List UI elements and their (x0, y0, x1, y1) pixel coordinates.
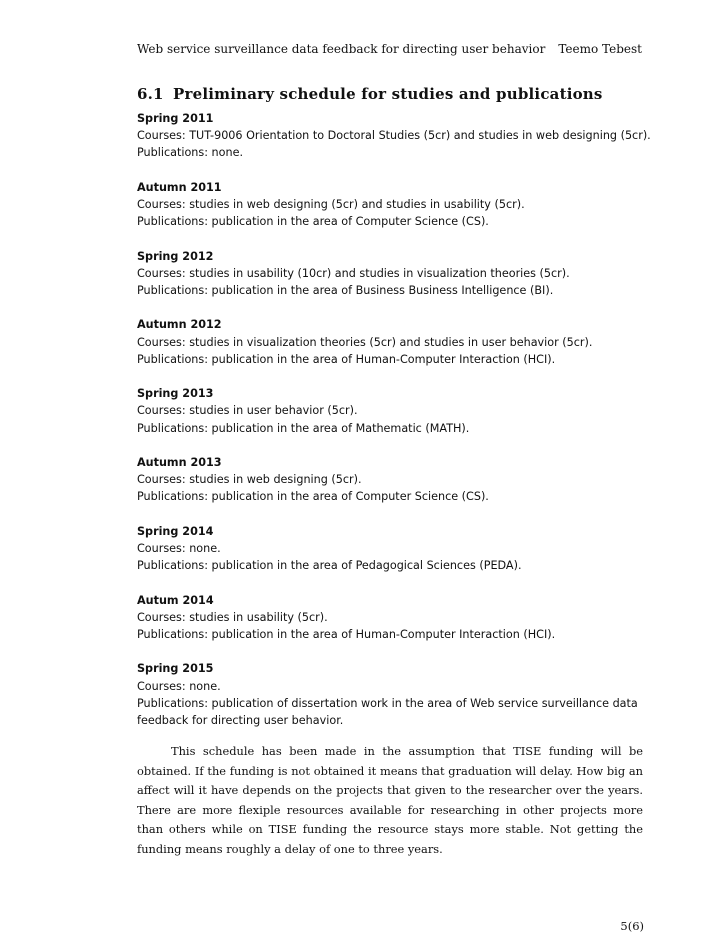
schedule-entry-autumn-2012 (137, 316, 647, 368)
term-heading: Autum 2014 (137, 593, 214, 607)
schedule-list (137, 110, 651, 746)
term-heading: Spring 2015 (137, 662, 214, 676)
courses-line: Courses: none. (137, 679, 221, 693)
term-heading: Spring 2011 (137, 112, 214, 125)
courses-line: Courses: studies in usability (5cr). (137, 610, 328, 624)
schedule-entry-spring-2013 (137, 385, 647, 437)
body-paragraph: This schedule has been made in the assumption that TISE funding will be obtained. If the funding is not obtained it means that graduation will delay. How big an affect will it have depends on the projects that given to the researcher over the years. There are more flexiple resources available for researching in other projects more than others while on TISE funding the resource stays more stable. Not getting the funding means roughly a delay of one to three years. (137, 744, 643, 856)
term-heading: Autumn 2012 (137, 318, 222, 332)
publications-line: Publications: none. (137, 146, 244, 160)
courses-line: Courses: none. (137, 541, 221, 555)
term-heading: Spring 2013 (137, 387, 214, 401)
publications-line: Publications: publication in the area of Computer Science (CS). (137, 490, 489, 504)
courses-line: Courses: studies in usability (10cr) and studies in visualization theories (5cr). (137, 266, 570, 280)
courses-line: Courses: studies in web designing (5cr). (137, 473, 362, 487)
publications-line: Publications: publication in the area of Mathematic (MATH). (137, 421, 470, 435)
publications-line: Publications: publication in the area of Computer Science (CS). (137, 215, 489, 229)
term-heading: Spring 2014 (137, 524, 214, 538)
section-title: Preliminary schedule for studies and publications (173, 85, 603, 103)
publications-line: Publications: publication in the area of Business Business Intelligence (BI). (137, 284, 554, 297)
courses-line: Courses: studies in user behavior (5cr). (137, 404, 358, 418)
term-heading: Autumn 2011 (137, 180, 222, 194)
courses-line: Courses: studies in visualization theories (5cr) and studies in user behavior (5cr). (137, 335, 593, 349)
schedule-entry-spring-2014 (137, 523, 647, 575)
section-heading (137, 85, 642, 103)
page-number: 5(6) (620, 919, 644, 933)
running-head-title: Web service surveillance data feedback for directing user behavior (137, 42, 546, 56)
schedule-entry-autumn-2011 (137, 179, 647, 231)
term-heading: Spring 2012 (137, 249, 214, 263)
publications-line: Publications: publication of dissertation work in the area of Web service surveillance data feedback for directing user behavior. (137, 696, 638, 727)
publications-line: Publications: publication in the area of Human-Computer Interaction (HCI). (137, 627, 556, 641)
publications-line: Publications: publication in the area of Pedagogical Sciences (PEDA). (137, 559, 522, 573)
schedule-entry-spring-2012 (137, 248, 647, 300)
running-head (137, 42, 642, 56)
courses-line: Courses: studies in web designing (5cr) and studies in usability (5cr). (137, 198, 525, 211)
schedule-entry-spring-2011 (137, 110, 651, 162)
publications-line: Publications: publication in the area of Human-Computer Interaction (HCI). (137, 352, 556, 366)
schedule-entry-autumn-2014 (137, 592, 647, 644)
term-heading: Autumn 2013 (137, 455, 222, 469)
section-number: 6.1 (137, 85, 164, 103)
running-head-author: Teemo Tebest (558, 42, 642, 56)
schedule-entry-autumn-2013 (137, 454, 647, 506)
courses-line: Courses: TUT-9006 Orientation to Doctoral Studies (5cr) and studies in web designing (5cr). (137, 129, 651, 143)
schedule-entry-spring-2015 (137, 660, 647, 729)
